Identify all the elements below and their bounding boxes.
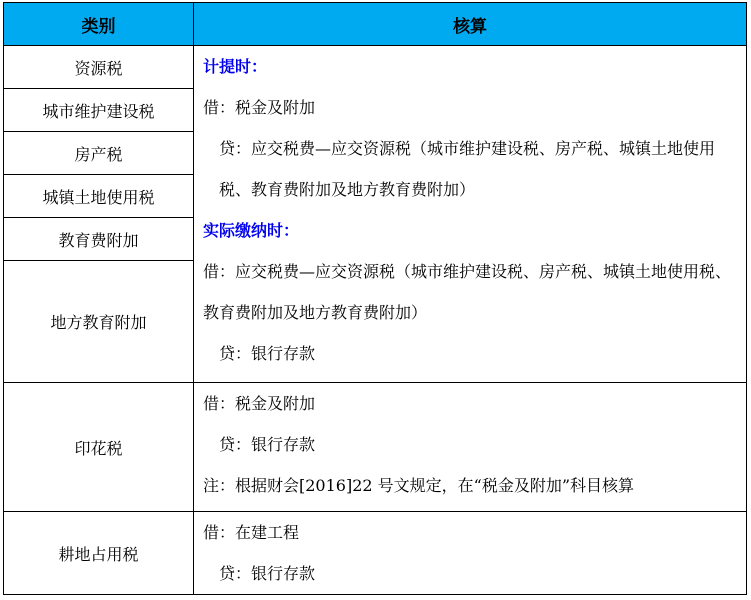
category-cell: 耕地占用税: [4, 512, 194, 595]
payment-debit: 借：应交税费—应交资源税（城市维护建设税、房产税、城镇土地使用税、教育费附加及地方教育费附加）: [203, 262, 732, 322]
stamp-note: 注：根据财会[2016]22 号文规定，在“税金及附加”科目核算: [203, 476, 635, 495]
farmland-debit: 借：在建工程: [203, 523, 300, 542]
stamp-debit: 借：税金及附加: [203, 394, 316, 413]
accrual-debit: 借：税金及附加: [203, 98, 316, 117]
stamp-credit: 贷：银行存款: [219, 435, 316, 454]
category-cell: 城市维护建设税: [4, 89, 194, 132]
category-cell: 房产税: [4, 132, 194, 175]
group1-accounting-cell: [194, 46, 747, 383]
table-row: [4, 46, 747, 89]
category-cell: 印花税: [4, 383, 194, 512]
table-row: [4, 383, 747, 512]
header-category: 类别: [4, 3, 194, 46]
header-accounting: 核算: [194, 3, 747, 46]
farmland-accounting-cell: [194, 512, 747, 595]
category-cell: 资源税: [4, 46, 194, 89]
stamp-accounting-cell: [194, 383, 747, 512]
accrual-heading: 计提时：: [203, 57, 268, 76]
category-cell: 城镇土地使用税: [4, 175, 194, 218]
accrual-credit: 贷：应交税费—应交资源税（城市维护建设税、房产税、城镇土地使用税、教育费附加及地方教育费附加）: [219, 139, 716, 199]
category-cell: 教育费附加: [4, 218, 194, 261]
table-header-row: [4, 3, 747, 46]
payment-credit: 贷：银行存款: [219, 344, 316, 363]
table-row: [4, 512, 747, 595]
payment-heading: 实际缴纳时：: [203, 221, 300, 240]
category-cell: 地方教育附加: [4, 261, 194, 383]
farmland-credit: 贷：银行存款: [219, 564, 316, 583]
tax-accounting-table: [3, 2, 747, 595]
